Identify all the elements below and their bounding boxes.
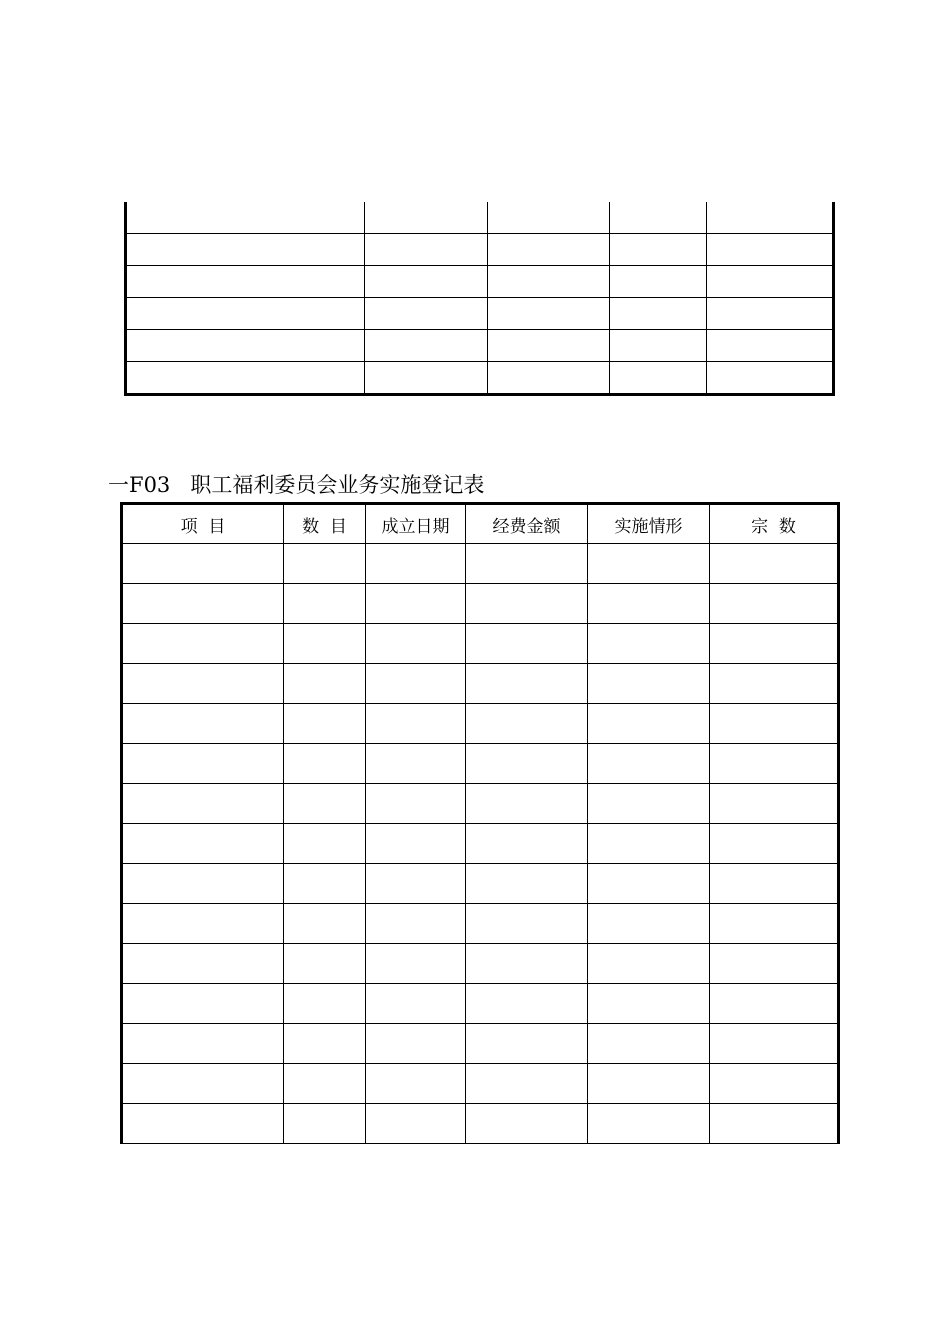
table-cell: [366, 824, 466, 864]
column-header-item: 项 目: [122, 504, 284, 544]
table-cell: [126, 362, 365, 395]
table-cell: [122, 824, 284, 864]
table-cell: [284, 1064, 366, 1104]
table-cell: [610, 362, 707, 395]
table-cell: [122, 904, 284, 944]
table-cell: [122, 1064, 284, 1104]
table-cell: [610, 330, 707, 362]
table-row: [122, 944, 839, 984]
table-cell: [122, 544, 284, 584]
column-header-funding-amount: 经费金额: [466, 504, 588, 544]
table-cell: [366, 704, 466, 744]
table-cell: [588, 544, 710, 584]
table-cell: [366, 544, 466, 584]
table-row: [126, 234, 834, 266]
table-cell: [122, 1104, 284, 1144]
table-cell: [365, 202, 488, 234]
table-cell: [710, 864, 839, 904]
table-cell: [466, 1024, 588, 1064]
table-cell: [488, 234, 610, 266]
table-row: [122, 824, 839, 864]
table-row: [122, 744, 839, 784]
table-cell: [366, 864, 466, 904]
table-header-row: [122, 504, 839, 544]
table-cell: [466, 824, 588, 864]
table-row: [122, 1024, 839, 1064]
table-cell: [588, 664, 710, 704]
table-cell: [707, 330, 834, 362]
table-cell: [710, 944, 839, 984]
table-cell: [710, 624, 839, 664]
table-cell: [365, 266, 488, 298]
table-cell: [488, 298, 610, 330]
table-cell: [466, 624, 588, 664]
table-cell: [466, 904, 588, 944]
table-cell: [284, 744, 366, 784]
table-cell: [588, 984, 710, 1024]
table-cell: [284, 624, 366, 664]
table-cell: [466, 544, 588, 584]
table-cell: [588, 1024, 710, 1064]
table-cell: [366, 1024, 466, 1064]
table-cell: [284, 704, 366, 744]
column-header-implementation-status: 实施情形: [588, 504, 710, 544]
table-row: [122, 864, 839, 904]
table-cell: [466, 584, 588, 624]
table-cell: [122, 1024, 284, 1064]
table-cell: [122, 984, 284, 1024]
table-cell: [466, 1104, 588, 1144]
table-cell: [284, 784, 366, 824]
table-cell: [707, 362, 834, 395]
table-cell: [588, 824, 710, 864]
table-cell: [466, 864, 588, 904]
table-cell: [610, 234, 707, 266]
table-cell: [122, 784, 284, 824]
table-row: [122, 1104, 839, 1144]
table-row: [122, 664, 839, 704]
table-row: [126, 362, 834, 395]
column-header-cases: 宗 数: [710, 504, 839, 544]
table-cell: [588, 1104, 710, 1144]
table-cell: [610, 266, 707, 298]
table-cell: [588, 904, 710, 944]
table-cell: [122, 744, 284, 784]
continuation-table: [124, 202, 835, 396]
table-cell: [366, 904, 466, 944]
table-cell: [122, 584, 284, 624]
table-row: [126, 202, 834, 234]
table-body: [122, 544, 839, 1144]
table-cell: [466, 664, 588, 704]
table-cell: [122, 624, 284, 664]
table-cell: [588, 864, 710, 904]
table-cell: [284, 1104, 366, 1144]
table-cell: [610, 202, 707, 234]
table-cell: [707, 266, 834, 298]
table-cell: [710, 584, 839, 624]
table-cell: [707, 298, 834, 330]
welfare-committee-registration-table: [120, 502, 840, 1144]
table-row: [122, 784, 839, 824]
table-row: [122, 704, 839, 744]
table-cell: [122, 864, 284, 904]
table-cell: [710, 1104, 839, 1144]
table-cell: [710, 664, 839, 704]
table-cell: [707, 234, 834, 266]
table-cell: [466, 704, 588, 744]
table-cell: [366, 944, 466, 984]
table-cell: [710, 1064, 839, 1104]
table-cell: [365, 362, 488, 395]
table-row: [126, 330, 834, 362]
table-row: [122, 904, 839, 944]
table-cell: [466, 1064, 588, 1104]
table-cell: [466, 944, 588, 984]
table-cell: [610, 298, 707, 330]
table-cell: [466, 984, 588, 1024]
table-cell: [284, 584, 366, 624]
table-cell: [488, 266, 610, 298]
table-cell: [122, 664, 284, 704]
table-cell: [488, 362, 610, 395]
column-header-count: 数 目: [284, 504, 366, 544]
table-cell: [588, 784, 710, 824]
table-cell: [588, 584, 710, 624]
column-header-established-date: 成立日期: [366, 504, 466, 544]
table-cell: [126, 202, 365, 234]
table-cell: [466, 744, 588, 784]
table-cell: [366, 584, 466, 624]
table-cell: [710, 704, 839, 744]
table-cell: [366, 784, 466, 824]
table-cell: [710, 784, 839, 824]
table-cell: [588, 744, 710, 784]
table-cell: [488, 202, 610, 234]
table-row: [126, 298, 834, 330]
table-cell: [366, 1104, 466, 1144]
table-cell: [588, 704, 710, 744]
table-cell: [707, 202, 834, 234]
table-cell: [710, 904, 839, 944]
table-cell: [126, 330, 365, 362]
table-cell: [710, 1024, 839, 1064]
table-cell: [588, 624, 710, 664]
table-cell: [284, 944, 366, 984]
table-row: [122, 584, 839, 624]
table-row: [122, 624, 839, 664]
table-cell: [284, 664, 366, 704]
table-cell: [284, 824, 366, 864]
table-cell: [588, 944, 710, 984]
table-cell: [588, 1064, 710, 1104]
table-cell: [710, 744, 839, 784]
table-cell: [365, 330, 488, 362]
table-cell: [365, 298, 488, 330]
table-cell: [710, 544, 839, 584]
table-cell: [284, 904, 366, 944]
table-cell: [710, 984, 839, 1024]
table-cell: [122, 944, 284, 984]
table-cell: [366, 744, 466, 784]
table-row: [122, 1064, 839, 1104]
table-row: [126, 266, 834, 298]
table-cell: [710, 824, 839, 864]
table-cell: [284, 864, 366, 904]
table-cell: [126, 298, 365, 330]
form-title: 一F03 职工福利委员会业务实施登记表: [108, 473, 485, 497]
table-cell: [284, 544, 366, 584]
table-cell: [488, 330, 610, 362]
table-cell: [366, 624, 466, 664]
table-cell: [366, 984, 466, 1024]
table-cell: [366, 1064, 466, 1104]
table-cell: [365, 234, 488, 266]
table-row: [122, 984, 839, 1024]
table-cell: [126, 234, 365, 266]
table-row: [122, 544, 839, 584]
table-cell: [284, 1024, 366, 1064]
table-cell: [122, 704, 284, 744]
table-cell: [366, 664, 466, 704]
table-cell: [126, 266, 365, 298]
table-cell: [466, 784, 588, 824]
table-cell: [284, 984, 366, 1024]
